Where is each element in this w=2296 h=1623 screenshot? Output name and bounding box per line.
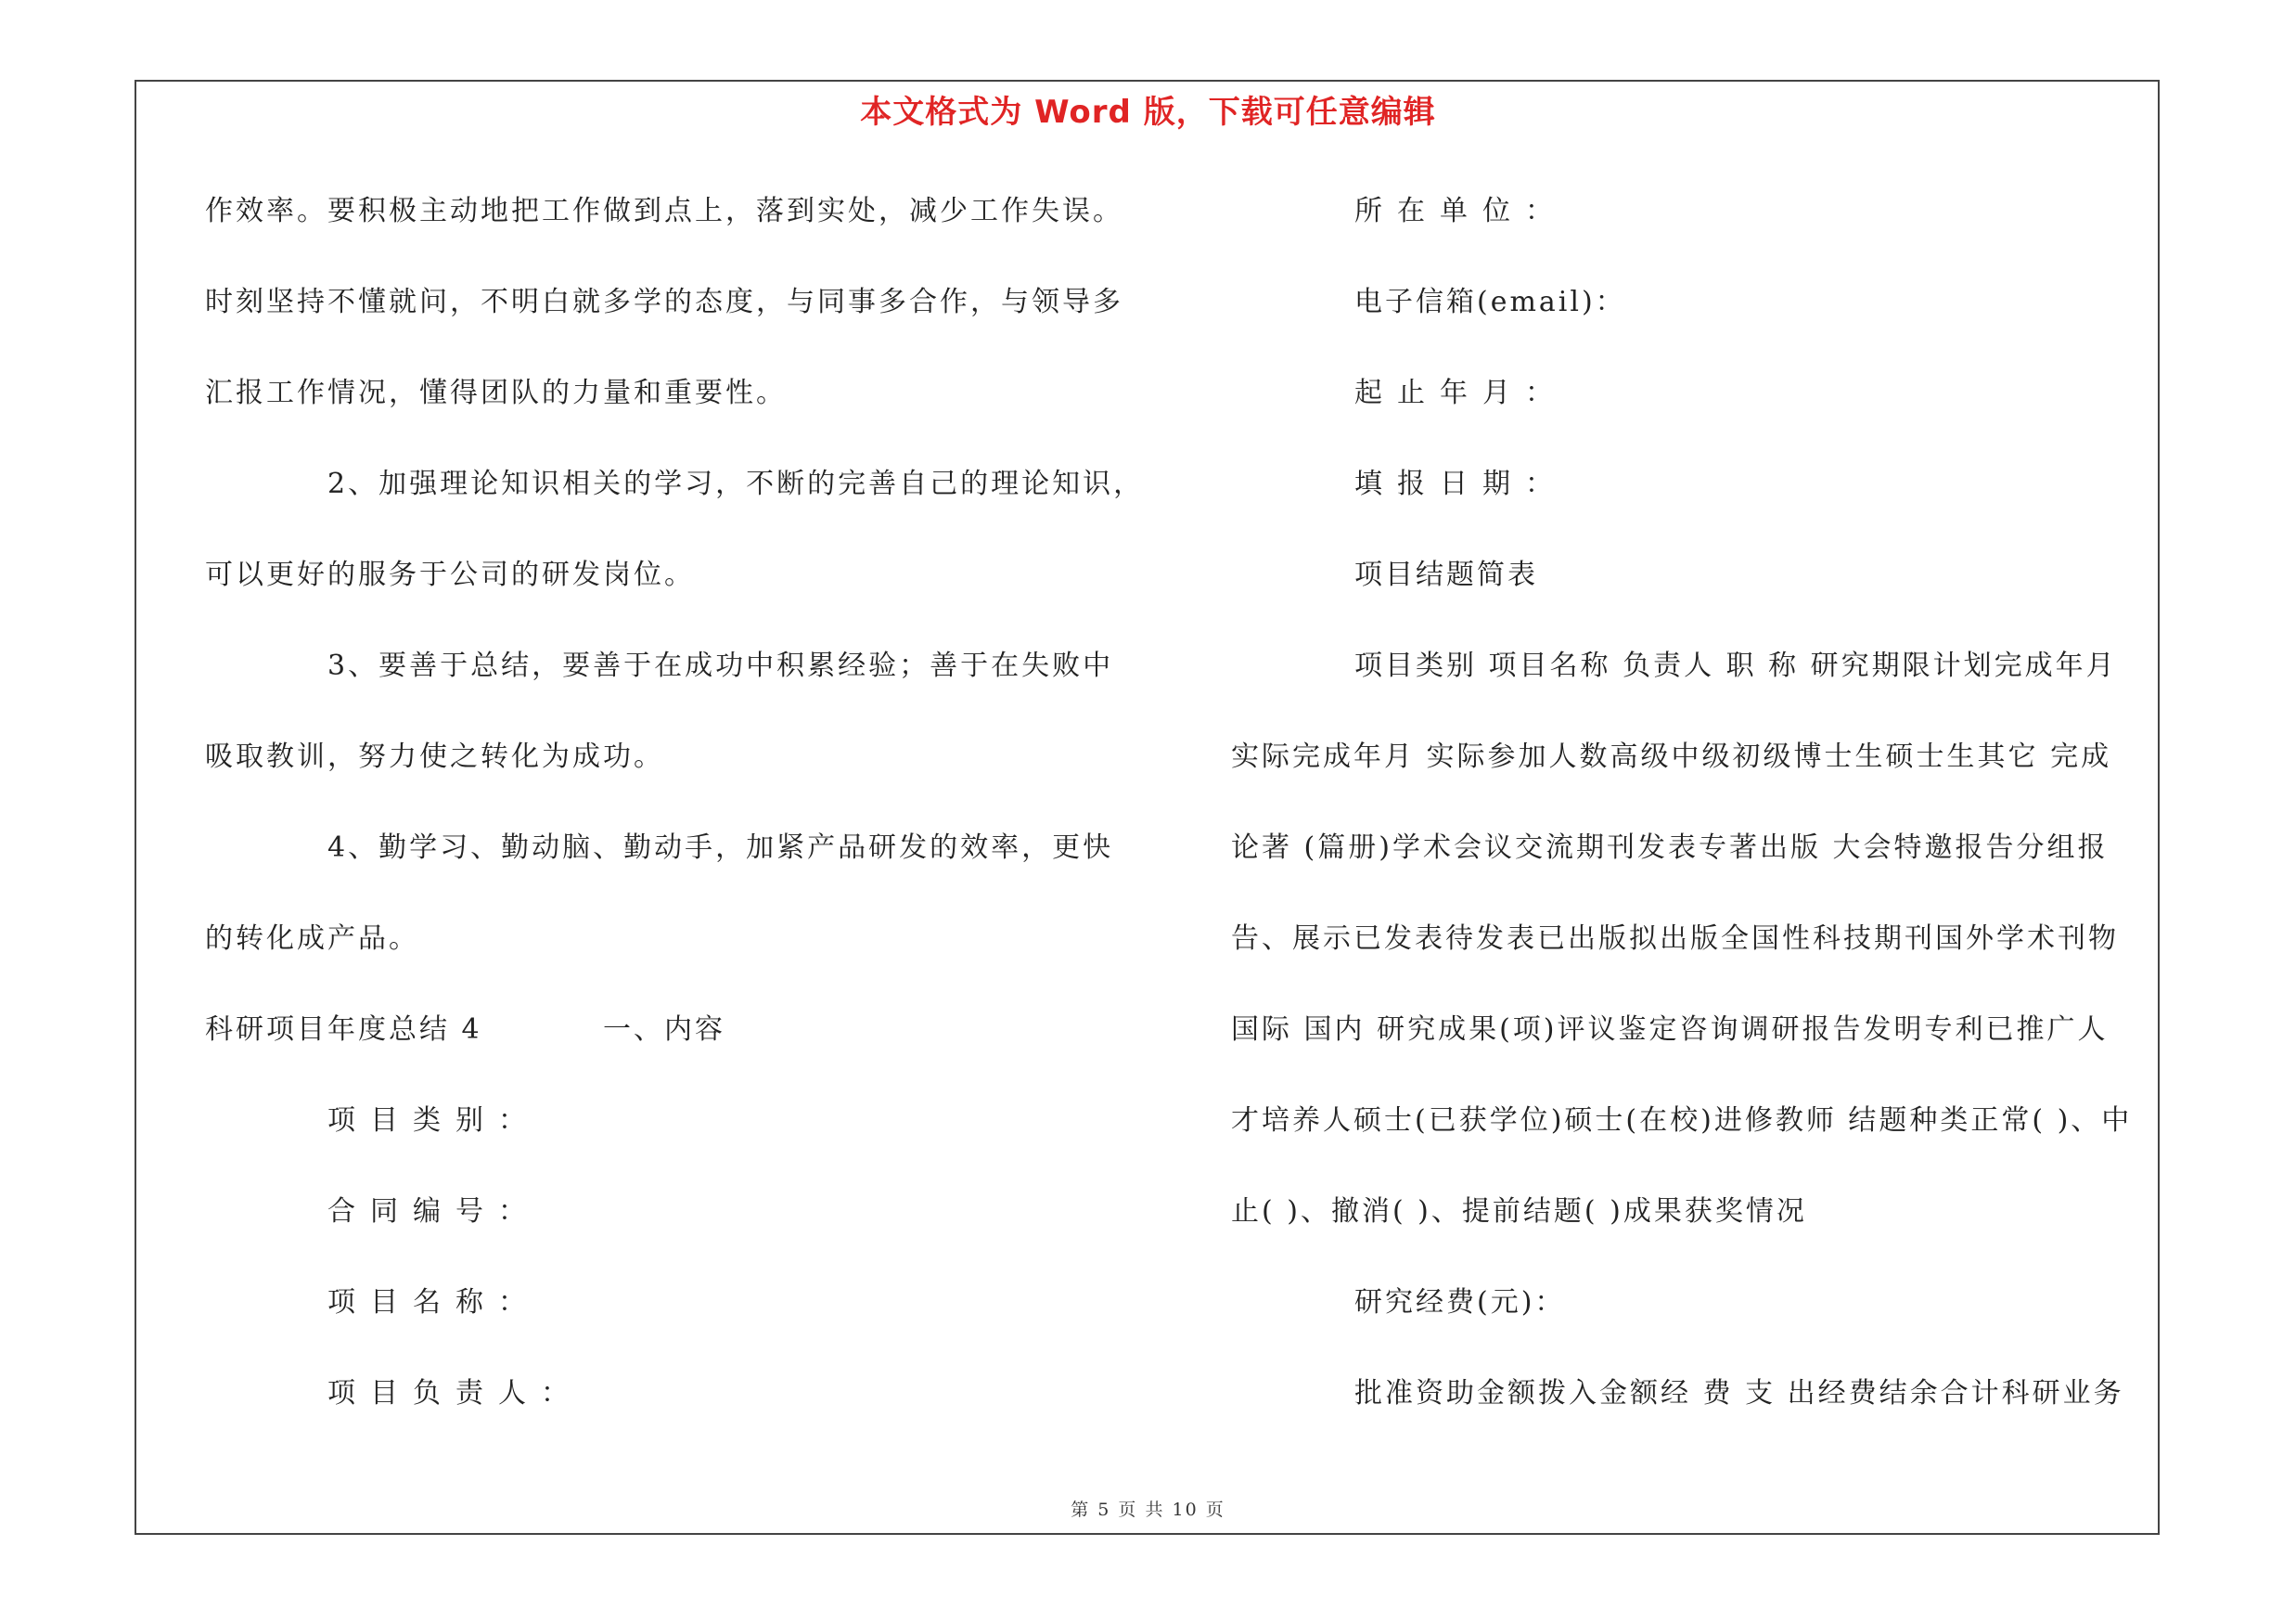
form-label-project-name: 项目名称： bbox=[327, 1286, 541, 1319]
form-label-project-leader: 项目负责人： bbox=[327, 1377, 584, 1410]
table-title: 项目结题简表 bbox=[1354, 559, 1538, 591]
left-text-line: 吸取教训，努力使之转化为成功。 bbox=[205, 741, 664, 773]
form-label-unit: 所在单位： bbox=[1354, 195, 1568, 227]
form-label-period: 起止年月： bbox=[1354, 377, 1568, 409]
left-text-line: 作效率。要积极主动地把工作做到点上，落到实处，减少工作失误。 bbox=[205, 195, 1123, 227]
right-text-line: 批准资助金额拨入金额经 费 支 出经费结余合计科研业务 bbox=[1354, 1377, 2124, 1410]
word-format-banner: 本文格式为 Word 版，下载可任意编辑 bbox=[860, 94, 1436, 131]
right-text-line: 才培养人硕士(已获学位)硕士(在校)进修教师 结题种类正常( )、中 bbox=[1231, 1104, 2133, 1137]
left-text-line: 可以更好的服务于公司的研发岗位。 bbox=[205, 559, 695, 591]
right-text-line: 止( )、撤消( )、提前结题( )成果获奖情况 bbox=[1231, 1195, 1807, 1228]
page-number: 第 5 页 共 10 页 bbox=[1071, 1500, 1225, 1520]
section-heading: 一、内容 bbox=[603, 1013, 725, 1046]
form-label-project-category: 项目类别： bbox=[327, 1104, 541, 1137]
left-text-line: 的转化成产品。 bbox=[205, 922, 419, 955]
form-label-report-date: 填报日期： bbox=[1354, 468, 1568, 500]
left-text-line: 4、勤学习、勤动脑、勤动手，加紧产品研发的效率，更快 bbox=[327, 831, 1114, 864]
right-text-line: 国际 国内 研究成果(项)评议鉴定咨询调研报告发明专利已推广人 bbox=[1231, 1013, 2109, 1046]
form-label-email: 电子信箱(email)： bbox=[1354, 286, 1626, 318]
form-label-funding: 研究经费(元)： bbox=[1354, 1286, 1566, 1319]
right-text-line: 论著 (篇册)学术会议交流期刊发表专著出版 大会特邀报告分组报 bbox=[1231, 831, 2109, 864]
right-text-line: 告、展示已发表待发表已出版拟出版全国性科技期刊国外学术刊物 bbox=[1231, 922, 2119, 955]
right-text-line: 实际完成年月 实际参加人数高级中级初级博士生硕士生其它 完成 bbox=[1231, 741, 2112, 773]
left-text-line: 3、要善于总结，要善于在成功中积累经验；善于在失败中 bbox=[327, 650, 1114, 682]
form-label-contract-number: 合同编号： bbox=[327, 1195, 541, 1228]
left-text-line: 2、加强理论知识相关的学习，不断的完善自己的理论知识， bbox=[327, 468, 1145, 500]
section-title: 科研项目年度总结 4 bbox=[205, 1013, 482, 1046]
left-text-line: 时刻坚持不懂就问，不明白就多学的态度，与同事多合作，与领导多 bbox=[205, 286, 1123, 318]
left-text-line: 汇报工作情况，懂得团队的力量和重要性。 bbox=[205, 377, 787, 409]
right-text-line: 项目类别 项目名称 负责人 职 称 研究期限计划完成年月 bbox=[1354, 650, 2117, 682]
